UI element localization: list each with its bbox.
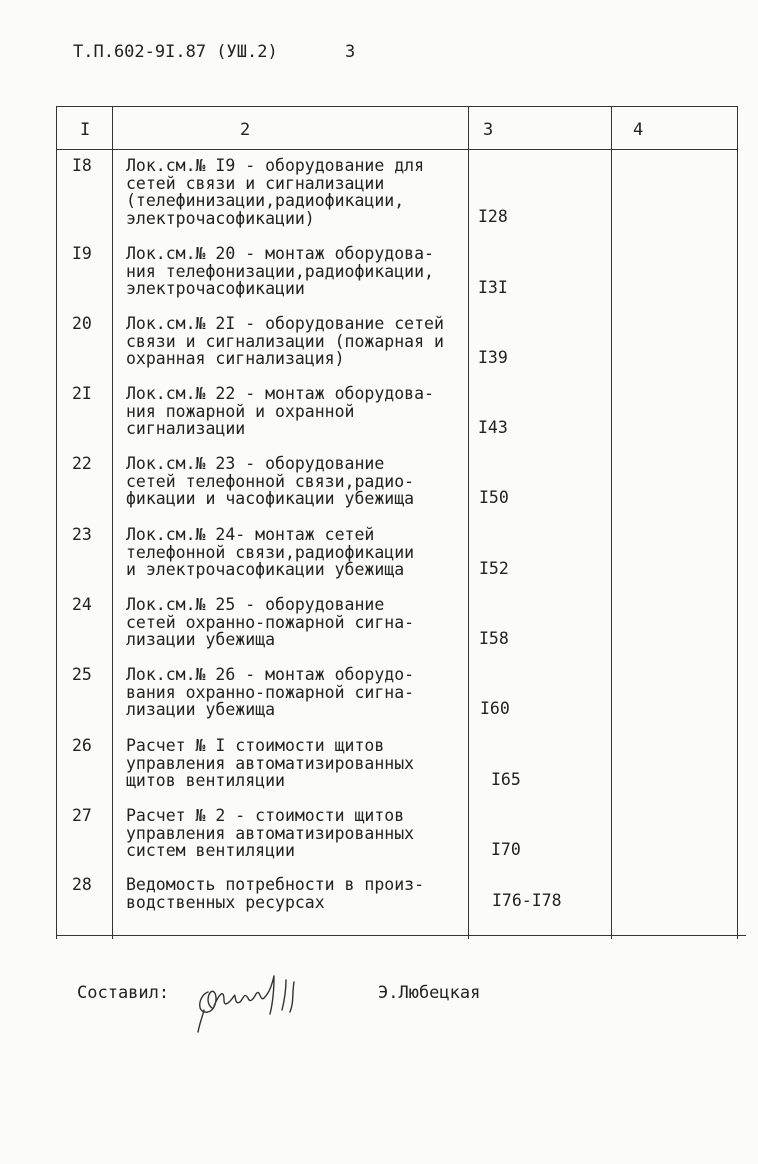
column-header-1: I [80,120,91,140]
column-header-3: 3 [483,120,494,140]
row-number: I9 [72,244,92,263]
row-number: I8 [72,156,92,175]
row-page-number: I76-I78 [492,891,562,910]
row-number: 24 [72,595,92,614]
table-divider-1 [112,106,113,939]
table-border-right [737,106,738,939]
description-line: Лок.см.№ 20 - монтаж оборудова- [126,244,434,263]
column-header-4: 4 [633,120,644,140]
description-line: Лок.см.№ I9 - оборудование для [126,156,425,175]
description-line: Лок.см.№ 23 - оборудование [126,454,385,473]
row-description [126,876,471,911]
table-divider-3 [611,106,612,939]
description-line: связи и сигнализации (пожарная и [126,331,444,351]
description-line: Лок.см.№ 26 - монтаж оборудо- [126,665,415,684]
row-page-number: I70 [491,840,521,859]
description-line: охранная сигнализация) [126,349,345,368]
description-line: водственных ресурсах [126,892,325,912]
description-line: сетей охранно-пожарной сигна- [126,612,415,632]
description-line: щитов вентиляции [126,771,285,790]
row-number: 22 [72,454,92,473]
description-line: вания охранно-пожарной сигна- [126,682,415,702]
description-line: управления автоматизированных [126,823,415,843]
table-header-rule [56,149,738,150]
compiler-name: Э.Любецкая [378,983,481,1003]
description-line: фикации и часофикации убежища [126,489,415,508]
signature [190,962,315,1037]
description-line: Расчет № I стоимости щитов [126,736,385,755]
description-line: ния телефонизации,радиофикации, [126,261,434,281]
row-description [126,385,471,438]
row-number: 28 [72,875,92,894]
row-page-number: I28 [478,207,508,226]
description-line: Лок.см.№ 25 - оборудование [126,595,385,614]
compiled-by-label: Составил: [77,983,170,1003]
description-line: сетей телефонной связи,радио- [126,471,415,491]
column-header-2: 2 [240,120,251,140]
row-number: 25 [72,665,92,684]
description-line: сетей связи и сигнализации [126,173,385,193]
row-page-number: I50 [479,488,509,507]
row-number: 23 [72,525,92,544]
row-page-number: I58 [479,629,509,648]
description-line: (телефинизации,радиофикации, [126,191,405,210]
table-border-left [56,106,57,939]
description-line: Расчет № 2 - стоимости щитов [126,806,405,825]
row-page-number: I60 [480,699,510,718]
row-description [126,596,471,649]
document-code: Т.П.602-9I.87 (УШ.2) [73,42,278,62]
row-description [126,245,471,298]
description-line: телефонной связи,радиофикации [126,542,415,562]
table-bottom-rule [56,935,746,936]
table-top-rule [56,106,738,107]
row-number: 27 [72,806,92,825]
description-line: систем вентиляции [126,841,295,860]
description-line: Лок.см.№ 2I - оборудование сетей [126,314,444,333]
document-header [73,42,356,62]
row-description [126,666,471,719]
row-number: 26 [72,736,92,755]
row-description [126,526,471,579]
row-page-number: I52 [479,559,509,578]
row-number: 20 [72,314,92,333]
row-description [126,737,471,790]
description-line: и электрочасофикации убежища [126,560,405,579]
row-description [126,157,471,227]
description-line: Ведомость потребности в произ- [126,875,425,894]
page-number: 3 [345,42,356,62]
row-page-number: I39 [478,348,508,367]
description-line: электрочасофикации [126,279,305,298]
row-description [126,455,471,508]
row-page-number: I3I [478,278,508,297]
row-page-number: I43 [478,418,508,437]
description-line: ния пожарной и охранной [126,401,355,421]
description-line: управления автоматизированных [126,753,415,773]
row-number: 2I [72,384,92,403]
description-line: сигнализации [126,419,246,438]
description-line: лизации убежища [126,630,276,649]
description-line: лизации убежища [126,700,276,719]
row-description [126,807,471,860]
description-line: Лок.см.№ 22 - монтаж оборудова- [126,384,434,403]
row-page-number: I65 [491,770,521,789]
description-line: электрочасофикации) [126,208,315,228]
description-line: Лок.см.№ 24- монтаж сетей [126,525,375,544]
row-description [126,315,471,368]
